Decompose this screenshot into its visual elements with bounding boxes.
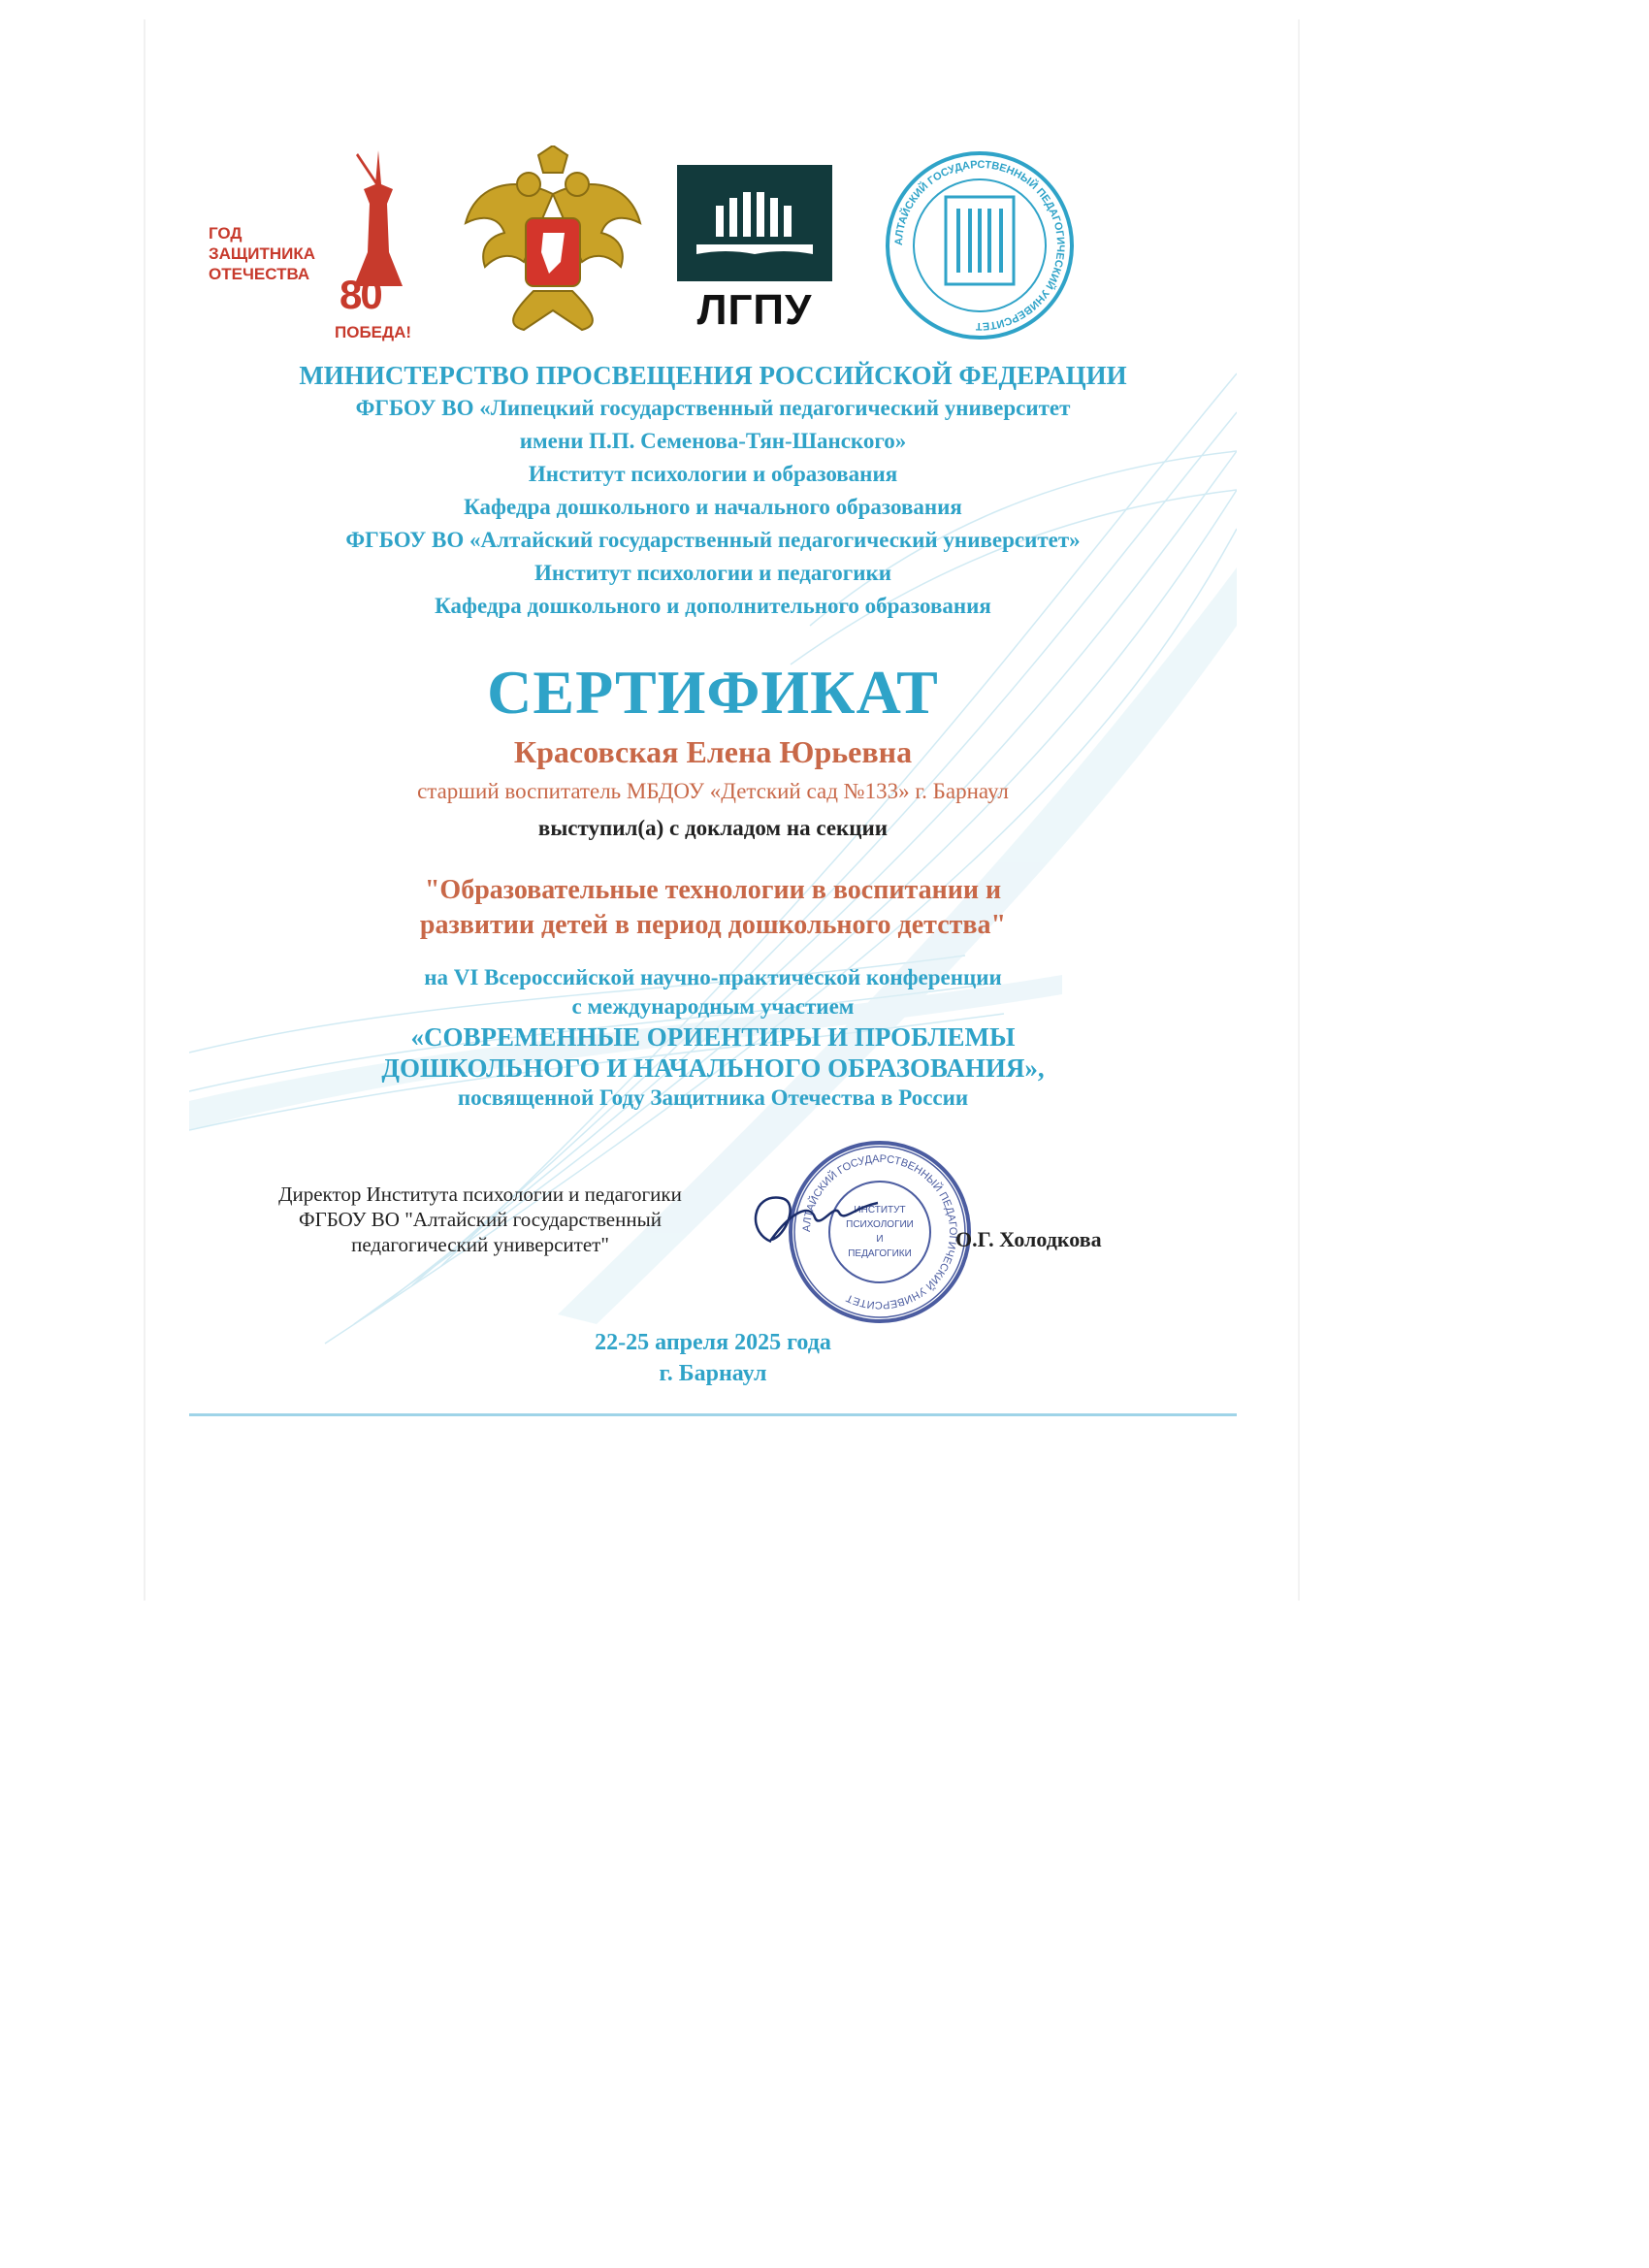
conference-line: на VI Всероссийской научно-практической конференции [424, 965, 1002, 989]
coat-of-arms-icon [456, 146, 650, 335]
certificate-bottom-rule [189, 1413, 1237, 1416]
header-line: Институт психологии и педагогики [534, 561, 891, 585]
section-title-line: развитии детей в период дошкольного детства" [419, 910, 1007, 940]
conference-info [189, 963, 1237, 1113]
header-line: имени П.П. Семенова-Тян-Шанского» [519, 429, 907, 453]
director-title [218, 1182, 742, 1257]
header-line: ФГБОУ ВО «Алтайский государственный педагогический университет» [345, 528, 1081, 552]
recipient-name: Красовская Елена Юрьевна [513, 734, 913, 769]
header-line: Институт психологии и образования [528, 462, 898, 486]
victory-80: 80 [340, 272, 381, 317]
stamp-center-text: ИНСТИТУТ [854, 1205, 906, 1215]
section-title [189, 873, 1237, 943]
header-line: Кафедра дошкольного и начального образования [464, 495, 962, 519]
conference-line: с международным участием [571, 994, 855, 1019]
header-line: Кафедра дошкольного и дополнительного образования [435, 594, 991, 618]
logos-row [189, 121, 1237, 344]
signer-name: О.Г. Холодкова [955, 1227, 1102, 1251]
scan-edge [144, 19, 146, 1601]
altgpu-emblem-icon [883, 148, 1077, 342]
ministry-title: МИНИСТЕРСТВО ПРОСВЕЩЕНИЯ РОССИЙСКОЙ ФЕДЕРАЦИИ [299, 361, 1127, 390]
director-line: Директор Института психологии и педагогики [278, 1183, 682, 1206]
stamp-center-text: И [876, 1234, 884, 1245]
issuer-header [189, 359, 1237, 623]
conference-name: «СОВРЕМЕННЫЕ ОРИЕНТИРЫ И ПРОБЛЕМЫ [410, 1022, 1016, 1052]
altgpu-ring-text: АЛТАЙСКИЙ ГОСУДАРСТВЕННЫЙ ПЕДАГОГИЧЕСКИЙ УНИВЕРСИТЕТ [892, 158, 1067, 333]
statue-icon [344, 146, 412, 291]
recipient-position: старший воспитатель МБДОУ «Детский сад №133» г. Барнаул [417, 779, 1009, 803]
lgpu-logo-text: ЛГПУ [696, 286, 813, 334]
conference-line: посвященной Году Защитника Отечества в России [457, 1085, 969, 1110]
handwritten-signature [742, 1174, 888, 1261]
lgpu-logo-icon [677, 165, 832, 281]
year-of-defender-text: ГОД ЗАЩИТНИКА ОТЕЧЕСТВА [209, 224, 316, 283]
conference-name: ДОШКОЛЬНОГО И НАЧАЛЬНОГО ОБРАЗОВАНИЯ», [381, 1053, 1045, 1083]
year-of-defender-logo [209, 146, 432, 349]
spoke-text: выступил(а) с докладом на секции [537, 816, 889, 840]
certificate-title: СЕРТИФИКАТ [487, 658, 939, 727]
lgpu-logo [677, 165, 832, 335]
director-line: педагогический университет" [351, 1233, 609, 1256]
stamp-center-text: ПЕДАГОГИКИ [848, 1248, 912, 1259]
scan-edge [1298, 19, 1300, 1601]
director-line: ФГБОУ ВО "Алтайский государственный [299, 1208, 662, 1231]
victory-word: ПОБЕДА! [335, 323, 412, 341]
dates-line: 22-25 апреля 2025 года [595, 1330, 831, 1355]
city-line: г. Барнаул [659, 1361, 767, 1386]
header-line: ФГБОУ ВО «Липецкий государственный педагогический университет [355, 396, 1071, 420]
certificate [189, 121, 1237, 1416]
stamp-center-text: ПСИХОЛОГИИ [846, 1219, 914, 1230]
stamp-ring-text: АЛТАЙСКИЙ ГОСУДАРСТВЕННЫЙ ПЕДАГОГИЧЕСКИЙ УНИВЕРСИТЕТ [800, 1152, 959, 1312]
section-title-line: "Образовательные технологии в воспитании и [424, 875, 1002, 905]
event-dates [189, 1327, 1237, 1389]
